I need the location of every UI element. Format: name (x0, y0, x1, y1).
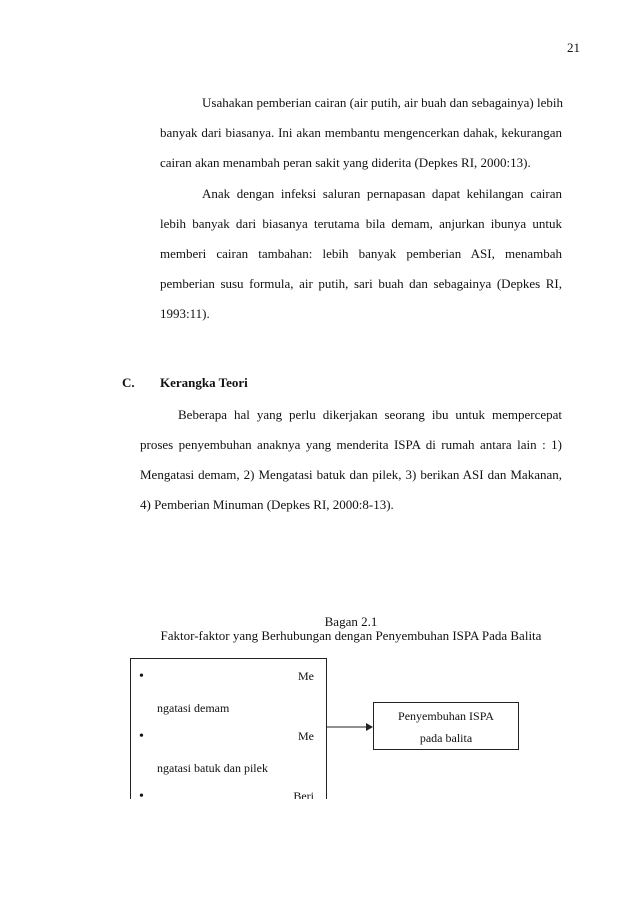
paragraph-line: 4) Pemberian Minuman (Depkes RI, 2000:8-13). (140, 497, 394, 512)
figure-caption-title: Faktor-faktor yang Berhubungan dengan Penyembuhan ISPA Pada Balita (160, 628, 542, 643)
paragraph-line: Anak dengan infeksi saluran pernapasan dapat kehilangan cairan (202, 186, 562, 201)
paragraph-line: 1993:11). (160, 306, 210, 321)
paragraph-line: Beberapa hal yang perlu dikerjakan seorang ibu untuk mempercepat (178, 407, 562, 422)
paragraph-line: cairan akan menambah peran sakit yang diderita (Depkes RI, 2000:13). (160, 155, 531, 170)
factor-item-head: Me (298, 669, 314, 683)
paragraph-child-fluids (160, 184, 562, 334)
paragraph-line: Usahakan pemberian cairan (air putih, air buah dan sebagainya) lebih (202, 95, 563, 110)
section-title: Kerangka Teori (160, 375, 248, 390)
arrow-icon (326, 721, 374, 733)
outcome-line-2: pada balita (419, 731, 473, 745)
bullet-icon: • (139, 729, 144, 744)
paragraph-line: memberi cairan tambahan: lebih banyak pemberian ASI, menambah (160, 246, 562, 261)
bullet-icon: • (139, 669, 144, 684)
paragraph-line: banyak dari biasanya. Ini akan membantu mengencerkan dahak, kekurangan (160, 125, 562, 140)
paragraph-line: proses penyembuhan anaknya yang menderita ISPA di rumah antara lain : 1) (140, 437, 562, 452)
factors-box (130, 658, 327, 799)
section-letter: C. (122, 375, 135, 390)
paragraph-line: pemberian susu formula, air putih, sari buah dan sebagainya (Depkes RI, (160, 276, 562, 291)
bullet-icon: • (139, 789, 144, 799)
factor-item-head: Me (298, 729, 314, 743)
outcome-box (373, 702, 519, 750)
paragraph-theory (140, 405, 562, 525)
paragraph-line: lebih banyak dari biasanya terutama bila demam, anjurkan ibunya untuk (160, 216, 562, 231)
factor-item-tail: ngatasi demam (157, 701, 230, 715)
paragraph-fluid-intake (160, 93, 562, 183)
factor-item-head: Beri (293, 789, 314, 799)
outcome-line-1: Penyembuhan ISPA (398, 709, 494, 723)
figure-caption-number: Bagan 2.1 (324, 614, 378, 629)
factor-item-tail: ngatasi batuk dan pilek (157, 761, 268, 775)
paragraph-line: Mengatasi demam, 2) Mengatasi batuk dan pilek, 3) berikan ASI dan Makanan, (140, 467, 562, 482)
page-number: 21 (567, 40, 580, 55)
